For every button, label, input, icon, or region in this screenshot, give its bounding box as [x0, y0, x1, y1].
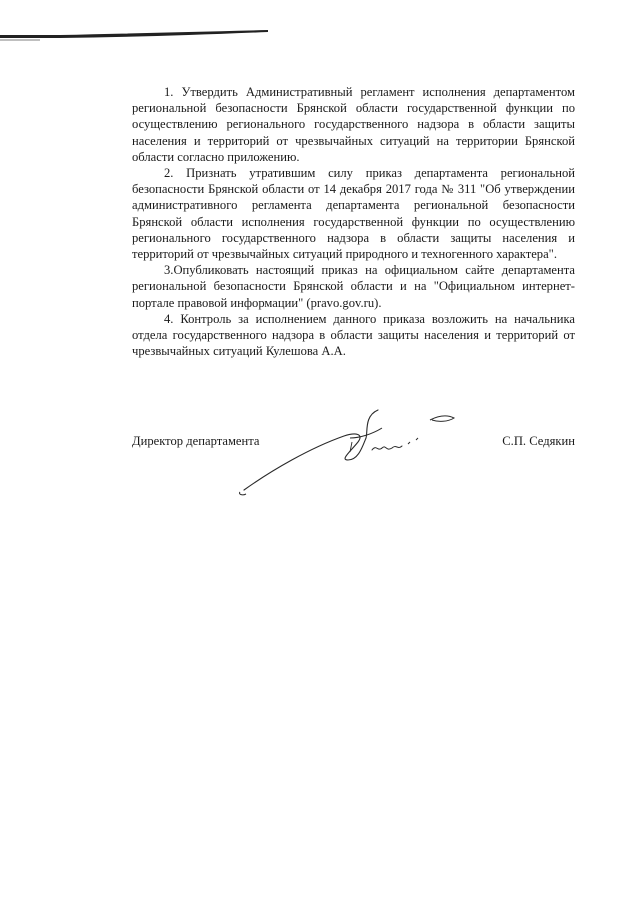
paragraph-4: 4. Контроль за исполнением данного приказа возложить на начальника отдела государственного надзора в области защиты населения и территорий от чрезвычайных ситуаций Кулешова А.А. [132, 311, 575, 359]
paragraph-2: 2. Признать утратившим силу приказ департамента региональной безопасности Брянской области от 14 декабря 2017 года № 311 "Об утверждении административного регламента департамента региональной безопасности Брянской области исполнения государственной функции по осуществлению регионального государственного надзора в области защиты населения и территорий от чрезвычайных ситуаций природного и техногенного характера". [132, 166, 575, 262]
signature-block [132, 430, 575, 510]
paragraph-1: 1. Утвердить Административный регламент исполнения департаментом региональной безопасности Брянской области государственной функции по осуществлению регионального государственного надзора в области защиты населения и территорий от чрезвычайных ситуаций на территории Брянской области согласно приложению. [132, 85, 575, 164]
scan-artifact-line [0, 26, 270, 42]
paragraph-3: 3.Опубликовать настоящий приказ на официальном сайте департамента региональной безопасности Брянской области и на "Официальном интернет-портале правовой информации" (pravo.gov.ru). [132, 263, 575, 310]
handwritten-signature [232, 408, 472, 508]
signer-name: С.П. Седякин [502, 434, 575, 448]
document-body [132, 84, 575, 359]
signer-title: Директор департамента [132, 434, 260, 448]
